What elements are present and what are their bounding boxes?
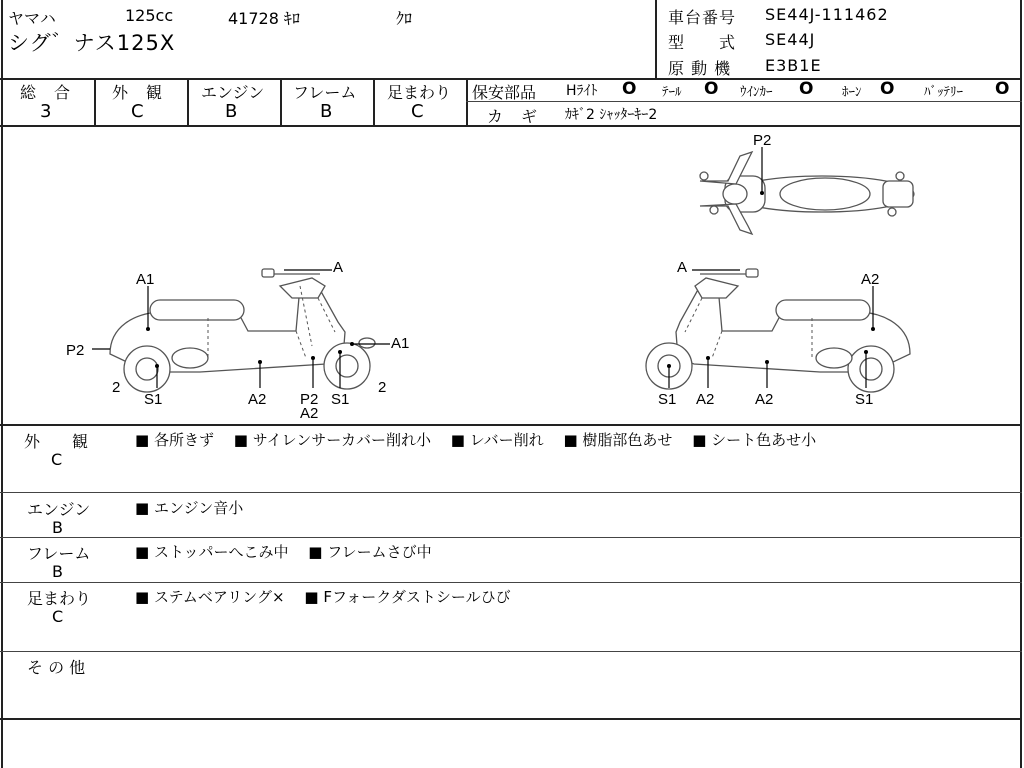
suspension-grade-label: 足まわり [387,83,452,102]
hline-7 [0,651,1022,652]
model-name: シグ゛ナス125X [8,31,176,55]
grade-sep-2 [187,79,189,125]
grade-sep-5 [466,79,468,125]
safety-winker-label: ｳｲﾝｶｰ [740,85,773,100]
hline-6 [0,582,1022,583]
right-a2b-label: A2 [755,391,774,408]
grade-sep-4 [373,79,375,125]
left-2-label: 2 [112,379,121,396]
hline-8 [0,718,1022,720]
note-frame-grade: B [52,562,63,581]
key-value: ｶｷﾞ2 ｼｬｯﾀｰｷｰ2 [565,107,658,123]
left-a-label: A [333,259,344,276]
hline-5 [0,537,1022,538]
left-s1-label: S1 [144,391,163,408]
note-suspension-items: ■ ステムベアリング× ■ Fフォークダストシールひび [135,588,511,606]
left-a1-label: A1 [136,271,155,288]
suspension-grade: C [411,101,425,122]
right-a2-label: A2 [696,391,715,408]
safety-battery-mark: O [995,79,1010,99]
type-value: SE44J [765,30,816,49]
mileage: 41728 ｷﾛ [228,9,300,28]
left-2b-label: 2 [378,379,387,396]
right-side-scooter [646,259,910,408]
hline-3 [0,424,1022,426]
overall-label: 総 合 [20,83,72,102]
grade-sep-3 [280,79,282,125]
left-s1b-label: S1 [331,391,350,408]
damage-diagram [0,126,1020,424]
right-s1-label: S1 [658,391,677,408]
note-exterior-grade: C [51,450,63,469]
grade-sep-1 [94,79,96,125]
type-label: 型 式 [668,33,737,52]
left-a2b-label: A2 [300,405,319,422]
left-side-scooter [66,259,409,422]
frame-grade: B [320,101,333,122]
maker: ヤマハ [8,9,56,28]
engine-grade: B [225,101,238,122]
note-exterior-items: ■ 各所きず ■ サイレンサーカバー削れ小 ■ レバー削れ ■ 樹脂部色あせ ■ シート色あせ小 [135,431,817,449]
safety-headlight-mark: O [622,79,637,99]
left-p2-label: P2 [66,342,85,359]
note-exterior-label: 外 観 [24,432,89,451]
safety-tail-mark: O [704,79,719,99]
left-a2-label: A2 [248,391,267,408]
note-engine-label: エンジン [27,500,91,519]
exterior-grade: C [131,101,145,122]
overall-grade: 3 [40,101,52,122]
note-other-label: そ の 他 [27,658,86,677]
left-p2b-label: P2 [300,391,319,408]
safety-winker-mark: O [799,79,814,99]
engine-code: E3B1E [765,56,822,75]
safety-horn-label: ﾎｰﾝ [842,85,862,100]
note-suspension-label: 足まわり [27,589,92,608]
safety-battery-label: ﾊﾞｯﾃﾘｰ [924,85,963,100]
top-view-scooter [700,132,914,234]
exterior-label: 外 観 [112,83,164,102]
engine-grade-label: エンジン [201,83,265,102]
color: ｸﾛ [396,9,413,28]
frame-right [1020,0,1022,768]
right-s1b-label: S1 [855,391,874,408]
note-suspension-grade: C [52,607,64,626]
safety-horn-mark: O [880,79,895,99]
note-engine-grade: B [52,518,63,537]
displacement: 125cc [125,6,174,25]
note-engine-items: ■ エンジン音小 [135,499,244,517]
safety-title: 保安部品 [472,83,537,102]
top-p2-label: P2 [753,132,772,149]
right-a-label: A [677,259,688,276]
note-frame-items: ■ ストッパーへこみ中 ■ フレームさび中 [135,543,432,561]
left-a1b-label: A1 [391,335,410,352]
note-frame-label: フレーム [27,544,91,563]
header-divider [655,0,657,79]
safety-tail-label: ﾃｰﾙ [662,85,682,100]
key-label: カ ギ [487,107,539,126]
safety-headlight-label: Hﾗｲﾄ [566,83,598,99]
engine-code-label: 原 動 機 [668,59,732,78]
frame-no: SE44J-111462 [765,5,889,24]
safety-row-sep [466,101,1022,102]
hline-4 [0,492,1022,493]
frame-grade-label: フレーム [293,83,357,102]
frame-no-label: 車台番号 [668,8,737,27]
right-a2-top-label: A2 [861,271,880,288]
